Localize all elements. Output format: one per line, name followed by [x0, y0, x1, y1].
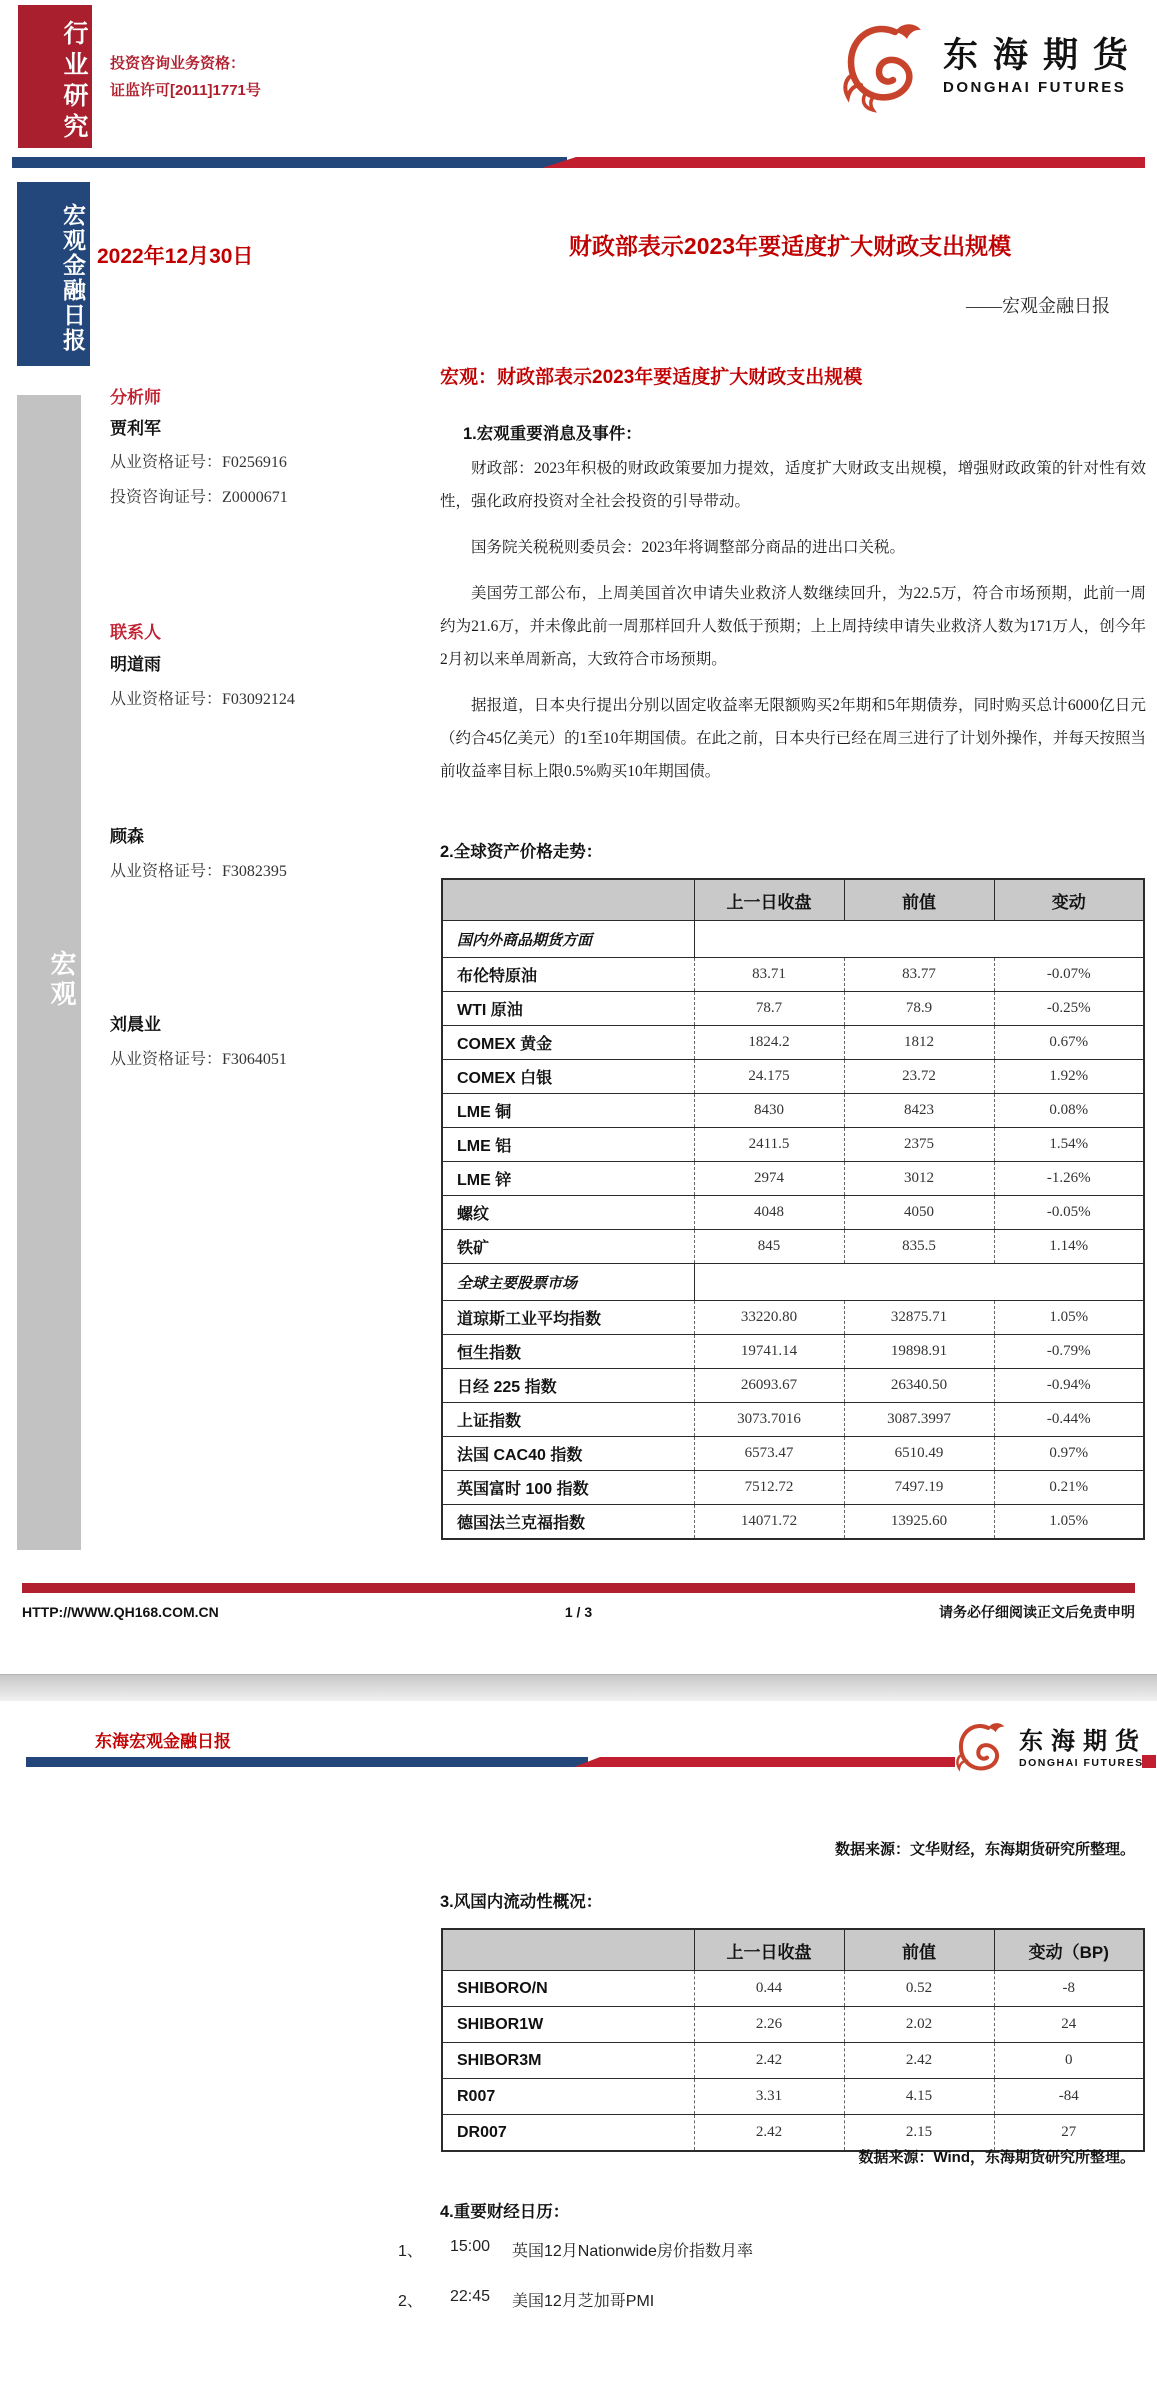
- cell-value: 3087.3997: [844, 1403, 994, 1437]
- footer-divider-bar: [22, 1583, 1135, 1593]
- column-header: 变动: [994, 879, 1144, 921]
- cell-value: 26340.50: [844, 1369, 994, 1403]
- cell-value: -0.94%: [994, 1369, 1144, 1403]
- cell-value: 2375: [844, 1128, 994, 1162]
- cell-value: -0.05%: [994, 1196, 1144, 1230]
- paragraph: 国务院关税税则委员会：2023年将调整部分商品的进出口关税。: [471, 539, 906, 556]
- row-label: SHIBORO/N: [442, 1971, 694, 2007]
- row-label: WTI 原油: [442, 992, 694, 1026]
- cell-value: 7497.19: [844, 1471, 994, 1505]
- column-header: 上一日收盘: [694, 1929, 844, 1971]
- cell-value: 835.5: [844, 1230, 994, 1264]
- qualification-line2: 证监许可[2011]1771号: [110, 82, 261, 99]
- cell-value: 4050: [844, 1196, 994, 1230]
- row-label: 英国富时 100 指数: [442, 1471, 694, 1505]
- divider-red-segment: [542, 157, 1145, 168]
- row-label: LME 锌: [442, 1162, 694, 1196]
- analyst-label: 分析师: [110, 388, 161, 407]
- cell-value: 1.05%: [994, 1301, 1144, 1335]
- table-row: [442, 1369, 1144, 1403]
- cell-value: 3073.7016: [694, 1403, 844, 1437]
- logo-english-name: DONGHAI FUTURES: [1019, 1756, 1144, 1769]
- section-fill: [694, 921, 1144, 958]
- cell-value: 2.42: [694, 2115, 844, 2152]
- cell-value: 1812: [844, 1026, 994, 1060]
- cell-value: -0.44%: [994, 1403, 1144, 1437]
- cell-value: 4048: [694, 1196, 844, 1230]
- cell-value: 3012: [844, 1162, 994, 1196]
- row-label: 螺纹: [442, 1196, 694, 1230]
- divider-navy-segment: [12, 157, 567, 168]
- table-row: [442, 1471, 1144, 1505]
- analyst-name: 贾利军: [110, 419, 161, 438]
- footer-disclaimer: 请务必仔细阅读正文后免责申明: [939, 1604, 1135, 1620]
- report-subtitle: ——宏观金融日报: [966, 296, 1110, 316]
- company-logo-small: [951, 1716, 1147, 1782]
- report-title: 财政部表示2023年要适度扩大财政支出规模: [568, 233, 1012, 259]
- page2-divider-bar: [26, 1757, 955, 1767]
- cell-value: -84: [994, 2079, 1144, 2115]
- cell-value: 6510.49: [844, 1437, 994, 1471]
- cell-value: 33220.80: [694, 1301, 844, 1335]
- industry-research-banner: 行业研究: [18, 5, 92, 148]
- calendar-number: 1、: [398, 2243, 423, 2260]
- table-row: [442, 1128, 1144, 1162]
- column-header: 上一日收盘: [694, 879, 844, 921]
- cell-value: 2.15: [844, 2115, 994, 2152]
- cell-value: 2.26: [694, 2007, 844, 2043]
- row-label: 德国法兰克福指数: [442, 1505, 694, 1540]
- cell-value: 7512.72: [694, 1471, 844, 1505]
- row-label: 上证指数: [442, 1403, 694, 1437]
- cell-value: -0.25%: [994, 992, 1144, 1026]
- row-label: 国内外商品期货方面: [442, 921, 694, 958]
- contact-label: 联系人: [110, 623, 161, 642]
- page-separator: [0, 1674, 1157, 1701]
- cell-value: 0.97%: [994, 1437, 1144, 1471]
- row-label: 全球主要股票市场: [442, 1264, 694, 1301]
- cell-value: 0.52: [844, 1971, 994, 2007]
- page-footer: [22, 1602, 1135, 1622]
- heading-liquidity: 3.风国内流动性概况：: [440, 1893, 603, 1911]
- row-label: 恒生指数: [442, 1335, 694, 1369]
- cell-value: 19898.91: [844, 1335, 994, 1369]
- cell-value: -0.79%: [994, 1335, 1144, 1369]
- cell-value: 1824.2: [694, 1026, 844, 1060]
- cell-value: 26093.67: [694, 1369, 844, 1403]
- section-row: [442, 921, 1144, 958]
- contact-name-2: 顾森: [110, 827, 144, 846]
- cell-value: 1.92%: [994, 1060, 1144, 1094]
- table-row: [442, 1403, 1144, 1437]
- cell-value: 6573.47: [694, 1437, 844, 1471]
- cell-value: 845: [694, 1230, 844, 1264]
- liquidity-table: [441, 1928, 1145, 2152]
- logo-chinese-name: 东海期货: [942, 35, 1143, 75]
- paragraph: 财政部：2023年积极的财政政策要加力提效，适度扩大财政支出规模，增强财政政策的针对性有效性，强化政府投资对全社会投资的引导带动。: [440, 460, 1146, 510]
- cell-value: 0.67%: [994, 1026, 1144, 1060]
- cell-value: 78.9: [844, 992, 994, 1026]
- cell-value: 19741.14: [694, 1335, 844, 1369]
- calendar-number: 2、: [398, 2293, 423, 2310]
- header-divider-bar: [12, 157, 1145, 168]
- body-paragraphs: [440, 452, 1146, 801]
- cell-value: 2.02: [844, 2007, 994, 2043]
- row-label: SHIBOR3M: [442, 2043, 694, 2079]
- page2-header-title: 东海宏观金融日报: [95, 1732, 231, 1751]
- cell-value: 83.77: [844, 958, 994, 992]
- cell-value: 2411.5: [694, 1128, 844, 1162]
- global-asset-table: [441, 878, 1145, 1540]
- column-header: 变动（BP): [994, 1929, 1144, 1971]
- row-label: COMEX 白银: [442, 1060, 694, 1094]
- row-label: LME 铜: [442, 1094, 694, 1128]
- table-header-row: [442, 1929, 1144, 1971]
- cell-value: 78.7: [694, 992, 844, 1026]
- cell-value: 0.44: [694, 1971, 844, 2007]
- row-label: LME 铝: [442, 1128, 694, 1162]
- logo-chinese-name: 东海期货: [1019, 1727, 1147, 1755]
- divider-navy-segment: [26, 1757, 588, 1767]
- cell-value: 2974: [694, 1162, 844, 1196]
- cell-value: 23.72: [844, 1060, 994, 1094]
- cell-value: 1.05%: [994, 1505, 1144, 1540]
- calendar-event: 英国12月Nationwide房价指数月率: [512, 2243, 753, 2260]
- column-header: [442, 879, 694, 921]
- row-label: COMEX 黄金: [442, 1026, 694, 1060]
- table-row: [442, 2043, 1144, 2079]
- row-label: 道琼斯工业平均指数: [442, 1301, 694, 1335]
- data-source-wind: 数据来源：Wind，东海期货研究所整理。: [858, 2149, 1135, 2166]
- cell-value: 13925.60: [844, 1505, 994, 1540]
- table-row: [442, 1162, 1144, 1196]
- heading-calendar: 4.重要财经日历：: [440, 2203, 570, 2221]
- row-label: 法国 CAC40 指数: [442, 1437, 694, 1471]
- cell-value: -8: [994, 1971, 1144, 2007]
- dragon-logo-icon: [951, 1716, 1013, 1782]
- table-row: [442, 1335, 1144, 1369]
- analyst-cert-1: 从业资格证号：F0256916: [110, 454, 287, 471]
- cell-value: 32875.71: [844, 1301, 994, 1335]
- report-date: 2022年12月30日: [97, 245, 254, 268]
- table-row: [442, 1060, 1144, 1094]
- column-header: 前值: [844, 879, 994, 921]
- contact-name-1: 明道雨: [110, 655, 161, 674]
- cell-value: -0.07%: [994, 958, 1144, 992]
- calendar-time: 22:45: [450, 2288, 491, 2305]
- company-logo: [833, 16, 1143, 116]
- contact-cert-1: 从业资格证号：F03092124: [110, 691, 295, 708]
- logo-english-name: DONGHAI FUTURES: [942, 78, 1127, 96]
- cell-value: 0.08%: [994, 1094, 1144, 1128]
- cell-value: 0: [994, 2043, 1144, 2079]
- cell-value: 4.15: [844, 2079, 994, 2115]
- table-row: [442, 1505, 1144, 1540]
- table-row: [442, 2079, 1144, 2115]
- column-header: 前值: [844, 1929, 994, 1971]
- cell-value: 24: [994, 2007, 1144, 2043]
- row-label: 日经 225 指数: [442, 1369, 694, 1403]
- cell-value: 8430: [694, 1094, 844, 1128]
- table-row: [442, 1437, 1144, 1471]
- cell-value: 24.175: [694, 1060, 844, 1094]
- qualification-line1: 投资咨询业务资格：: [110, 55, 246, 72]
- table-row: [442, 1301, 1144, 1335]
- cell-value: 0.21%: [994, 1471, 1144, 1505]
- calendar-item-1: [398, 2238, 753, 2261]
- macro-side-banner: 宏观: [17, 395, 81, 1550]
- macro-section-heading: 宏观：财政部表示2023年要适度扩大财政支出规模: [440, 367, 863, 388]
- table-row: [442, 1094, 1144, 1128]
- table-row: [442, 958, 1144, 992]
- row-label: DR007: [442, 2115, 694, 2152]
- table-row: [442, 2007, 1144, 2043]
- table-row: [442, 1196, 1144, 1230]
- page-number: 1 / 3: [564, 1604, 593, 1620]
- cell-value: 8423: [844, 1094, 994, 1128]
- cell-value: 2.42: [844, 2043, 994, 2079]
- cell-value: -1.26%: [994, 1162, 1144, 1196]
- macro-daily-banner: 宏观金融日报: [17, 182, 90, 366]
- row-label: R007: [442, 2079, 694, 2115]
- contact-cert-3: 从业资格证号：F3064051: [110, 1051, 287, 1068]
- heading-asset-prices: 2.全球资产价格走势：: [440, 843, 603, 861]
- heading-news-events: 1.宏观重要消息及事件：: [463, 425, 642, 443]
- analyst-cert-2: 投资咨询证号：Z0000671: [110, 489, 288, 506]
- cell-value: 1.14%: [994, 1230, 1144, 1264]
- cell-value: 2.42: [694, 2043, 844, 2079]
- calendar-time: 15:00: [450, 2238, 491, 2255]
- calendar-event: 美国12月芝加哥PMI: [512, 2293, 655, 2310]
- calendar-item-2: [398, 2288, 654, 2311]
- table-header-row: [442, 879, 1144, 921]
- divider-red-segment: [574, 1757, 955, 1767]
- table-row: [442, 1971, 1144, 2007]
- section-row: [442, 1264, 1144, 1301]
- cell-value: 14071.72: [694, 1505, 844, 1540]
- contact-name-3: 刘晨业: [110, 1015, 161, 1034]
- paragraph: 据报道，日本央行提出分别以固定收益率无限额购买2年期和5年期债券，同时购买总计6000亿日元（约合45亿美元）的1至10年期国债。在此之前，日本央行已经在周三进行了计划外操作，并每天按照当前收益率目标上限0.5%购买10年期国债。: [440, 697, 1146, 780]
- paragraph: 美国劳工部公布，上周美国首次申请失业救济人数继续回升，为22.5万，符合市场预期，此前一周约为21.6万，并未像此前一周那样回升人数低于预期；上上周持续申请失业救济人数为171万人，创今年2月初以来单周新高，大致符合市场预期。: [440, 585, 1146, 668]
- row-label: 铁矿: [442, 1230, 694, 1264]
- qualification-text: [110, 50, 261, 104]
- row-label: 布伦特原油: [442, 958, 694, 992]
- contact-cert-2: 从业资格证号：F3082395: [110, 863, 287, 880]
- dragon-logo-icon: [833, 16, 937, 116]
- section-fill: [694, 1264, 1144, 1301]
- data-source-wenhua: 数据来源：文华财经，东海期货研究所整理。: [834, 1841, 1135, 1858]
- column-header: [442, 1929, 694, 1971]
- table-row: [442, 1026, 1144, 1060]
- footer-url: HTTP://WWW.QH168.COM.CN: [22, 1604, 219, 1620]
- cell-value: 1.54%: [994, 1128, 1144, 1162]
- cell-value: 27: [994, 2115, 1144, 2152]
- cell-value: 83.71: [694, 958, 844, 992]
- cell-value: 3.31: [694, 2079, 844, 2115]
- table-row: [442, 1230, 1144, 1264]
- row-label: SHIBOR1W: [442, 2007, 694, 2043]
- table-row: [442, 992, 1144, 1026]
